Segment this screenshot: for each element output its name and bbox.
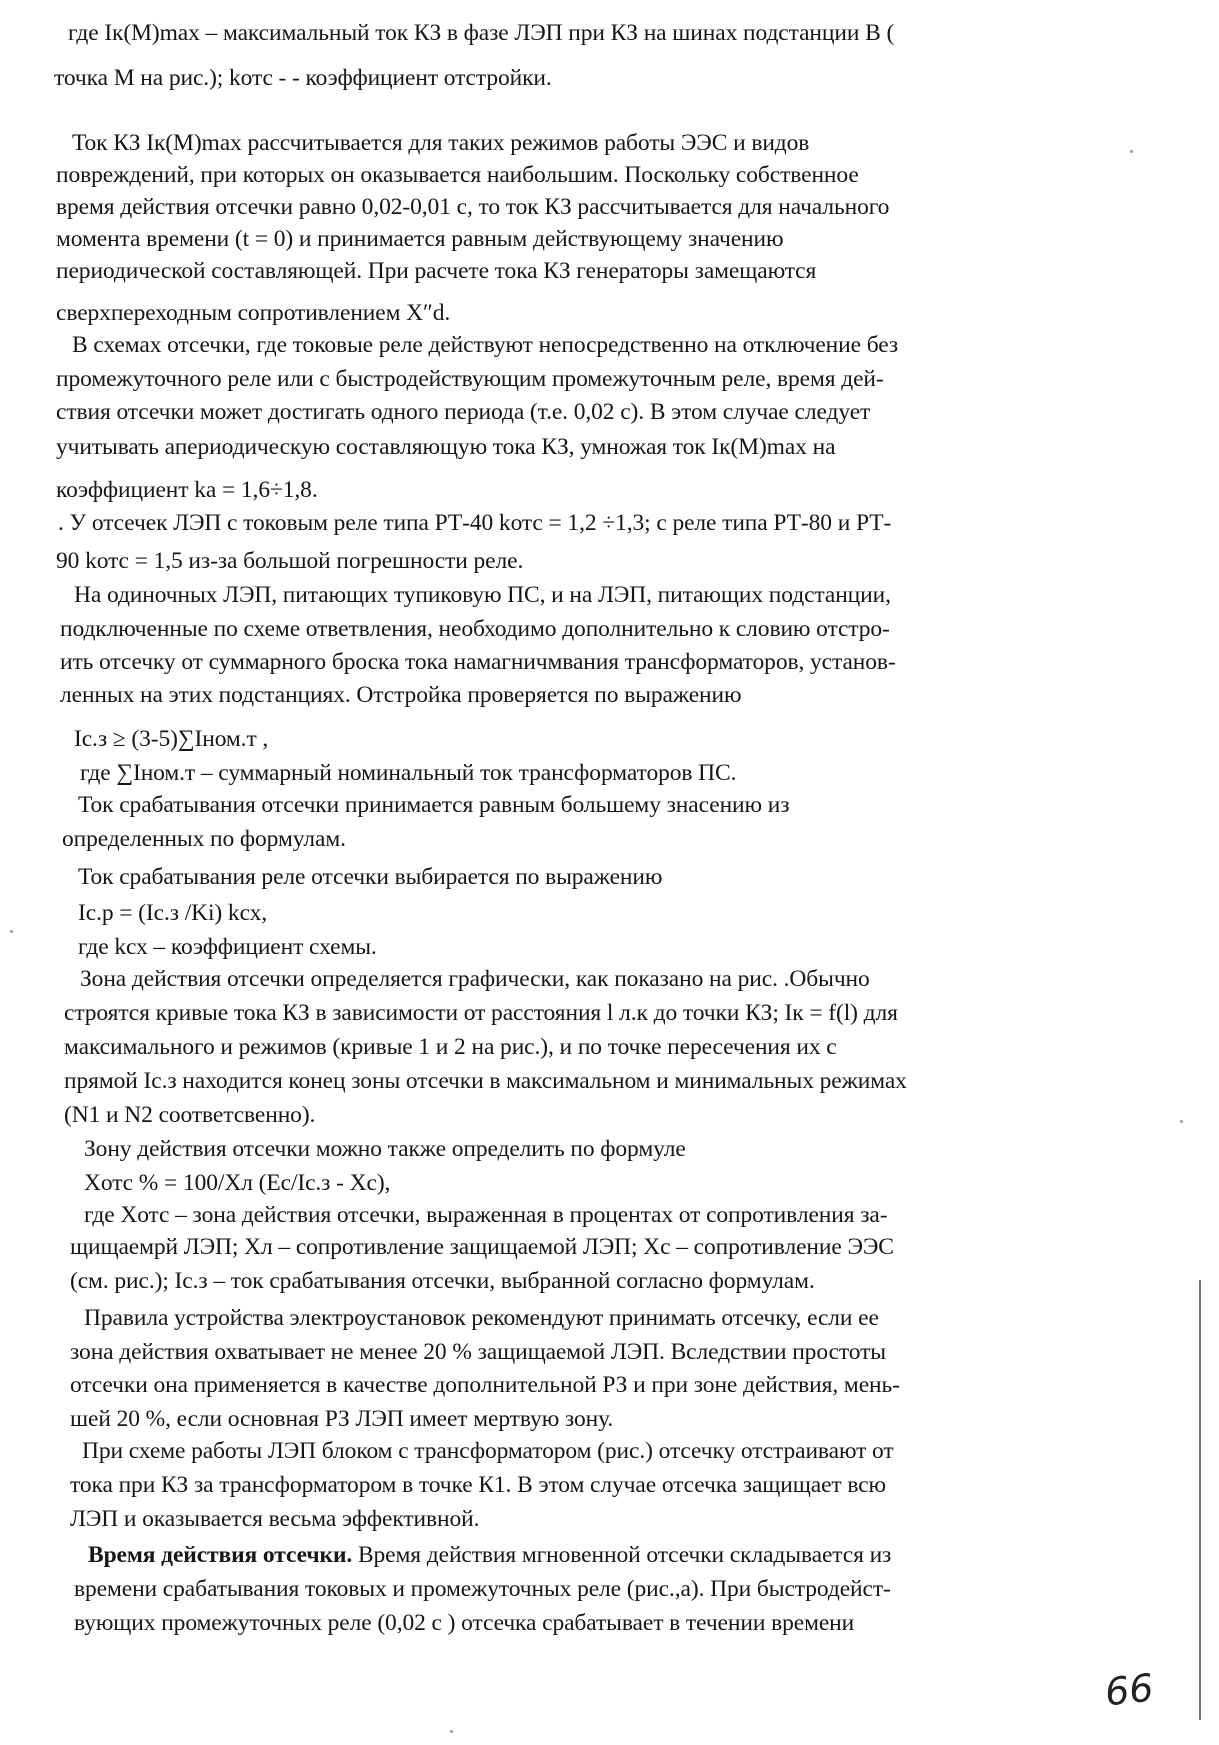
text-line: (см. рис.); Iс.з – ток срабатывания отсечки, выбранной согласно формулам. bbox=[70, 1268, 815, 1294]
text-line: где Iк(М)max – максимальный ток КЗ в фазе ЛЭП при КЗ на шинах подстанции В ( bbox=[68, 20, 895, 46]
text-line-rest: Время действия мгновенной отсечки складывается из bbox=[352, 1542, 892, 1568]
text-line: Ток срабатывания реле отсечки выбирается по выражению bbox=[78, 864, 663, 890]
text-line: времени срабатывания токовых и промежуточных реле (рис.,а). При быстродейст- bbox=[74, 1576, 891, 1602]
text-line: отсечки она применяется в качестве дополнительной РЗ и при зоне действия, мень- bbox=[70, 1372, 900, 1398]
text-line: коэффициент kа = 1,6÷1,8. bbox=[56, 477, 318, 503]
text-line: момента времени (t = 0) и принимается равным действующему значению bbox=[56, 226, 784, 252]
text-line: ствия отсечки может достигать одного периода (т.е. 0,02 с). В этом случае следует bbox=[56, 399, 871, 425]
text-line: . У отсечек ЛЭП с токовым реле типа РТ-40 kотс = 1,2 ÷1,3; с реле типа РТ-80 и РТ- bbox=[58, 510, 892, 536]
scan-speck bbox=[10, 930, 13, 933]
scan-speck bbox=[1180, 1120, 1183, 1123]
text-line: Xотс % = 100/Xл (Eс/Iс.з - Xс), bbox=[84, 1170, 391, 1196]
text-line: ЛЭП и оказывается весьма эффективной. bbox=[70, 1506, 480, 1532]
text-line: Зона действия отсечки определяется графически, как показано на рис. .Обычно bbox=[80, 966, 870, 992]
text-line: время действия отсечки равно 0,02-0,01 с, то ток КЗ рассчитывается для начального bbox=[56, 194, 890, 220]
text-line: где Xотс – зона действия отсечки, выраженная в процентах от сопротивления за- bbox=[84, 1202, 888, 1228]
bold-heading: Время действия отсечки. bbox=[88, 1542, 353, 1568]
text-line: шей 20 %, если основная РЗ ЛЭП имеет мертвую зону. bbox=[70, 1406, 614, 1432]
text-line: точка М на рис.); kотс - - коэффициент отстройки. bbox=[54, 65, 552, 91]
text-line: определенных по формулам. bbox=[62, 826, 346, 852]
text-line: Ток срабатывания отсечки принимается равным большему знасению из bbox=[78, 792, 790, 818]
text-line: Правила устройства электроустановок рекомендуют принимать отсечку, если ее bbox=[84, 1305, 879, 1331]
text-line: вующих промежуточных реле (0,02 с ) отсечка срабатывает в течении времени bbox=[74, 1610, 855, 1636]
text-line: повреждений, при которых он оказывается наибольшим. Поскольку собственное bbox=[56, 162, 859, 188]
text-line: щищаемрй ЛЭП; Xл – сопротивление защищаемой ЛЭП; Xс – сопротивление ЭЭС bbox=[70, 1234, 894, 1260]
text-line: учитывать апериодическую составляющую тока КЗ, умножая ток Iк(М)max на bbox=[56, 434, 836, 460]
text-line: На одиночных ЛЭП, питающих тупиковую ПС, и на ЛЭП, питающих подстанции, bbox=[74, 582, 891, 608]
text-line: строятся кривые тока КЗ в зависимости от расстояния l л.к до точки КЗ; Iк = f(l) для bbox=[64, 1000, 898, 1026]
text-line: 90 kотс = 1,5 из-за большой погрешности реле. bbox=[56, 548, 524, 574]
text-line bbox=[88, 1540, 891, 1570]
text-line: периодической составляющей. При расчете тока КЗ генераторы замещаются bbox=[56, 258, 817, 284]
text-line: ленных на этих подстанциях. Отстройка проверяется по выражению bbox=[60, 682, 742, 708]
text-line: сверхпереходным сопротивлением X″d. bbox=[56, 300, 451, 326]
margin-line bbox=[1199, 1280, 1201, 1720]
page-number: 66 bbox=[1102, 1665, 1156, 1715]
scan-speck bbox=[1130, 150, 1133, 153]
text-line: Зону действия отсечки можно также определить по формуле bbox=[84, 1136, 686, 1162]
text-line: тока при КЗ за трансформатором в точке К1. В этом случае отсечка защищает всю bbox=[70, 1472, 886, 1498]
text-line: зона действия охватывает не менее 20 % защищаемой ЛЭП. Вследствии простоты bbox=[70, 1339, 886, 1365]
text-line: максимального и режимов (кривые 1 и 2 на рис.), и по точке пересечения их с bbox=[64, 1034, 837, 1060]
text-line: Iс.р = (Iс.з /Ki) kсх, bbox=[78, 900, 268, 926]
text-line: где kсх – коэффициент схемы. bbox=[78, 934, 377, 960]
scan-speck bbox=[450, 1730, 453, 1733]
text-line: В схемах отсечки, где токовые реле действуют непосредственно на отключение без bbox=[72, 332, 899, 358]
text-line: (N1 и N2 соответсвенно). bbox=[64, 1102, 316, 1128]
text-line: ить отсечку от суммарного броска тока намагничмвания трансформаторов, установ- bbox=[60, 649, 896, 675]
text-line: промежуточного реле или с быстродействующим промежуточным реле, время дей- bbox=[56, 366, 884, 392]
text-line: прямой Iс.з находится конец зоны отсечки в максимальном и минимальных режимах bbox=[64, 1068, 907, 1094]
text-line: При схеме работы ЛЭП блоком с трансформатором (рис.) отсечку отстраивают от bbox=[82, 1438, 894, 1464]
text-line: Iс.з ≥ (3-5)∑Iном.т , bbox=[74, 726, 269, 752]
text-line: подключенные по схеме ответвления, необходимо дополнительно к словию отстро- bbox=[60, 616, 890, 642]
text-line: где ∑Iном.т – суммарный номинальный ток трансформаторов ПС. bbox=[80, 760, 737, 786]
text-line: Ток КЗ Iк(М)max рассчитывается для таких режимов работы ЭЭС и видов bbox=[72, 130, 810, 156]
